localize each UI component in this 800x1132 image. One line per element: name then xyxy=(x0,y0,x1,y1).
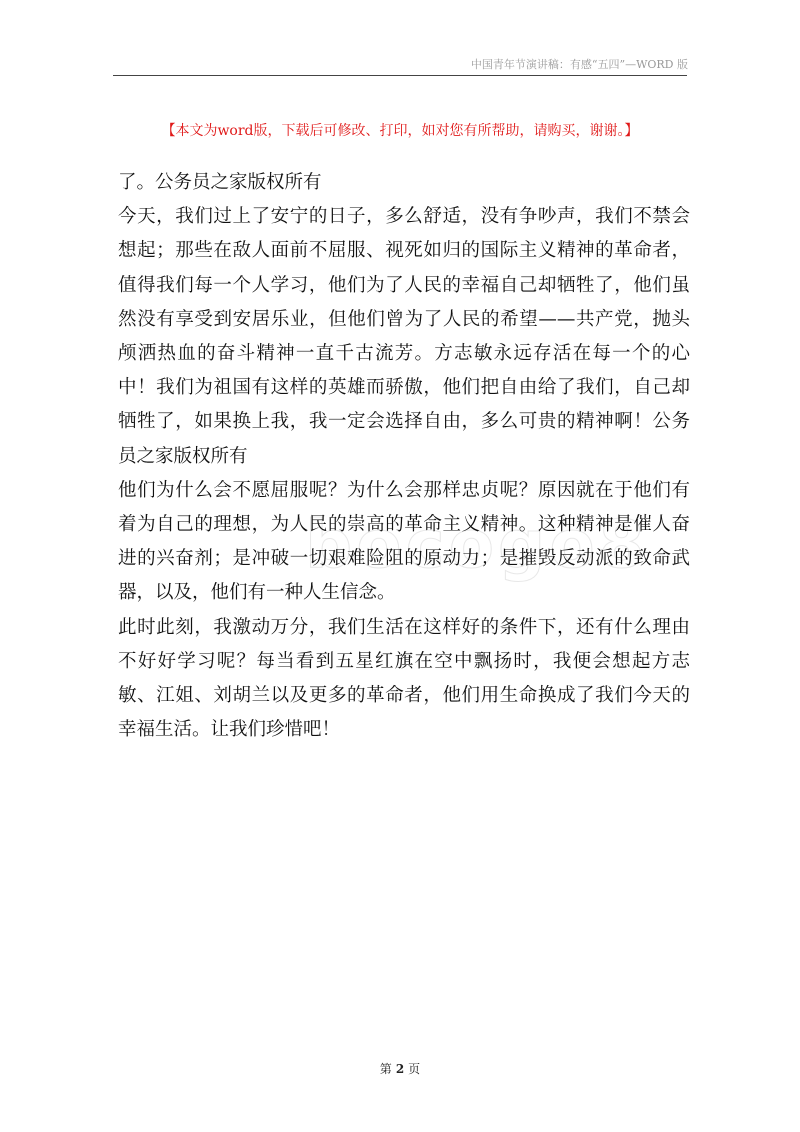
paragraph: 此时此刻，我激动万分，我们生活在这样好的条件下，还有什么理由不好好学习呢？每当看到五星红旗在空中飘扬时，我便会想起方志敏、江姐、刘胡兰以及更多的革命者，他们用生命换成了我们今天的幸福生活。让我们珍惜吧！ xyxy=(118,616,690,741)
page-label-suffix: 页 xyxy=(408,1062,421,1076)
page-number: 2 xyxy=(395,1062,405,1076)
running-header: 中国青年节演讲稿：有感“五四”—WORD 版 xyxy=(470,58,688,71)
header-divider xyxy=(113,75,687,76)
paragraph: 了。公务员之家版权所有 xyxy=(118,172,322,193)
page-label-prefix: 第 xyxy=(379,1062,392,1076)
paragraph: 今天，我们过上了安宁的日子，多么舒适，没有争吵声，我们不禁会想起；那些在敌人面前不屈服、视死如归的国际主义精神的革命者，值得我们每一个人学习，他们为了人民的幸福自己却牺牲了，他们虽然没有享受到安居乐业，但他们曾为了人民的希望——共产党，抛头颅洒热血的奋斗精神一直千古流芳。方志敏永远存活在每一个的心中！我们为祖国有这样的英雄而骄傲，他们把自由给了我们，自己却牺牲了，如果换上我，我一定会选择自由，多么可贵的精神啊！公务员之家版权所有 xyxy=(118,206,690,467)
paragraph: 他们为什么会不愿屈服呢？为什么会那样忠贞呢？原因就在于他们有着为自己的理想，为人民的崇高的革命主义精神。这种精神是催人奋进的兴奋剂；是冲破一切艰难险阻的原动力；是摧毁反动派的致命武器，以及，他们有一种人生信念。 xyxy=(118,479,690,604)
document-body xyxy=(118,166,690,747)
watermark-logo: bocogo8 xyxy=(305,506,649,583)
page-footer xyxy=(0,1060,800,1077)
purchase-notice: 【本文为word版，下载后可修改、打印，如对您有所帮助，请购买，谢谢。】 xyxy=(161,123,639,139)
